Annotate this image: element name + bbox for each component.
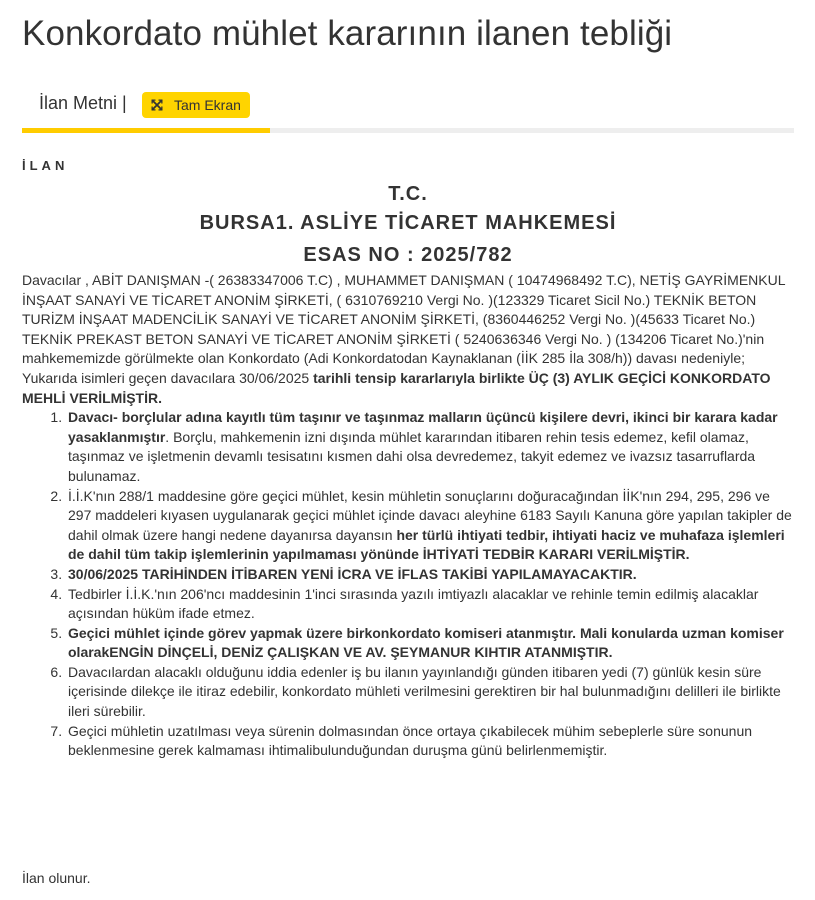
- item-bold: her türlü ihtiyati tedbir, ihtiyati haciz ve muhafaza işlemleri de dahil tüm takip işlemlerinin yapılmaması yönünde İHTİYATİ TEDBİR KARARI VERİLMİŞTİR.: [68, 526, 785, 563]
- list-item: [66, 663, 797, 722]
- tab-ilan-metni[interactable]: İlan Metni |: [39, 93, 127, 113]
- list-item: [66, 722, 797, 761]
- item-text: Tedbirler İ.İ.K.'nın 206'ncı maddesinin 1'inci sırasında yazılı imtiyazlı alacaklar ve rehinle temin edilmiş alacaklar açısından hüküm ifade etmez.: [68, 585, 759, 622]
- expand-arrows-icon: [151, 99, 163, 111]
- fullscreen-button[interactable]: [142, 92, 250, 118]
- announcement-body: [22, 271, 797, 761]
- item-bold: 30/06/2025 TARİHİNDEN İTİBAREN YENİ İCRA VE İFLAS TAKİBİ YAPILAMAYACAKTIR.: [68, 565, 637, 582]
- item-bold: Davacı- borçlular adına kayıtlı tüm taşınır ve taşınmaz malların üçüncü kişilere devri, ikinci bir karara kadar yasaklanmıştır: [68, 409, 778, 445]
- item-text: . Borçlu, mahkemenin izni dışında mühlet kararından itibaren rehin tesis edemez, kefil olamaz, taşınmaz ve işletmenin devamlı tesisatını kısmen dahi olsa devredemez, takyit edemez ve ivazsız tasarruflarda bulunamaz.: [68, 428, 756, 484]
- intro-bold: tarihli tensip kararlarıyla birlikte ÜÇ (3) AYLIK GEÇİCİ KONKORDATO MEHLİ VERİLMİŞTİR.: [22, 369, 771, 406]
- page-title: Konkordato mühlet kararının ilanen tebliği: [22, 14, 673, 53]
- ilan-heading: İLAN: [22, 158, 69, 173]
- list-item: [66, 585, 797, 624]
- header-esas: ESAS NO : 2025/782: [303, 244, 513, 266]
- tab-bar: [22, 90, 794, 132]
- decision-list: [22, 408, 797, 761]
- list-item: [66, 624, 797, 663]
- header-court: BURSA1. ASLİYE TİCARET MAHKEMESİ: [199, 212, 617, 234]
- fullscreen-label: Tam Ekran: [174, 97, 241, 113]
- list-item: [66, 565, 797, 585]
- closing-text: İlan olunur.: [22, 870, 91, 886]
- intro-paragraph: [22, 271, 797, 408]
- intro-text: Davacılar , ABİT DANIŞMAN -( 26383347006 T.C) , MUHAMMET DANIŞMAN ( 10474968492 T.C), NETİŞ GAYRİMENKUL İNŞAAT SANAYİ VE TİCARET ANONİM ŞİRKETİ, ( 6310769210 Vergi No. )(123329 Ticaret Sicil No.) TEKNİK BETON TURİZM İNŞAAT MADENCİLİK SANAYİ VE TİCARET ANONİM ŞİRKETİ, (8360446252 Vergi No. )(45633 Ticaret No.) TEKNİK PREKAST BETON SANAYİ VE TİCARET ANONİM ŞİRKETİ ( 5240636346 Vergi No. ) (134206 Ticaret No.)'nin mahkememizde görülmekte olan Konkordato (Adi Konkordatodan Kaynaklanan (İİK 285 İla 308/h)) davası nedeniyle; Yukarıda isimleri geçen davacılara 30/06/2025: [22, 272, 785, 386]
- item-text: Davacılardan alacaklı olduğunu iddia edenler iş bu ilanın yayınlandığı günden itibaren yedi (7) günlük kesin süre içerisinde dilekçe ile itiraz edebilir, konkordato mühleti verilmesini gerektiren bir hal bulunmadığını delilleri ile birlikte ileri sürebilir.: [68, 663, 781, 720]
- item-text: İ.İ.K'nın 288/1 maddesine göre geçici mühlet, kesin mühletin sonuçlarını doğuracağından İİK'nın 294, 295, 296 ve 297 maddeleri kıyasen uygulanarak geçici mühlet içinde davacı aleyhine 6183 Sayılı Kanuna göre yapılan takipler de dahil olmak üzere hangi nedene dayanırsa dayansın: [68, 487, 792, 543]
- item-bold: Geçici mühlet içinde görev yapmak üzere birkonkordato komiseri atanmıştır. Mali konularda uzman komiser olarakENGİN DİNÇELİ, DENİZ ÇALIŞKAN VE AV. ŞEYMANUR KIHTIR ATANMIŞTIR.: [68, 624, 784, 661]
- header-tc: T.C.: [388, 183, 428, 205]
- list-item: [66, 408, 797, 486]
- item-text: Geçici mühletin uzatılması veya sürenin dolmasından önce ortaya çıkabilecek mühim sebeplerle süre sonunun beklenmesine gerek kalmaması ihtimalibulunduğundan duruşma günü belirlenmemiştir.: [68, 722, 753, 759]
- list-item: [66, 487, 797, 565]
- tab-active-indicator: [22, 128, 270, 133]
